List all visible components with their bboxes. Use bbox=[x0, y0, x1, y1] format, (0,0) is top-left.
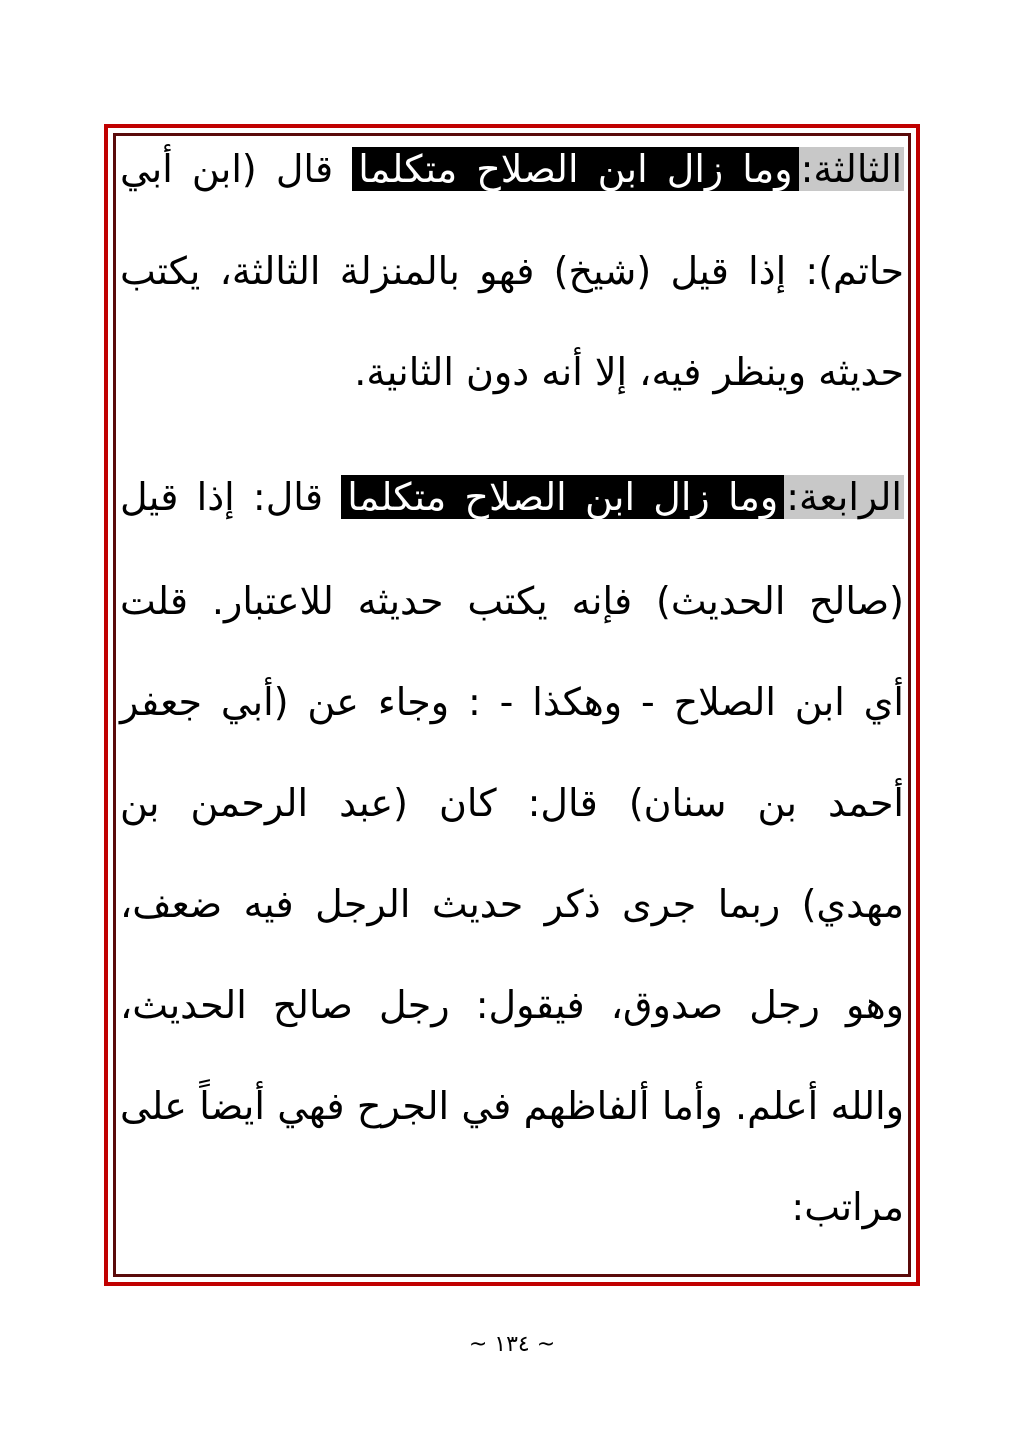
paragraph2-line5: مهدي) ربما جرى ذكر حديث الرجل فيه ضعف، bbox=[120, 882, 904, 926]
paragraph2-line1 bbox=[120, 462, 904, 532]
paragraph2-line3: أي ابن الصلاح - وهكذا - : وجاء عن (أبي جعفر bbox=[120, 680, 904, 724]
paragraph2-line4: أحمد بن سنان) قال: كان (عبد الرحمن بن bbox=[120, 781, 904, 825]
paragraph2-label: الرابعة: bbox=[786, 475, 902, 519]
paragraph1-line1 bbox=[120, 134, 904, 204]
paragraph2-line1-rest: قال: إذا قيل bbox=[120, 475, 324, 519]
paragraph2-line8: مراتب: bbox=[791, 1185, 904, 1229]
paragraph2-line2: (صالح الحديث) فإنه يكتب حديثه للاعتبار. قلت bbox=[120, 579, 904, 623]
paragraph2-line6: وهو رجل صدوق، فيقول: رجل صالح الحديث، bbox=[120, 983, 904, 1027]
paragraph1-line3: حديثه وينظر فيه، إلا أنه دون الثانية. bbox=[354, 350, 904, 394]
paragraph1-label: الثالثة: bbox=[800, 147, 902, 191]
paragraph1-line1-rest: قال (ابن أبي bbox=[120, 147, 334, 191]
paragraph2-editor-note: وما زال ابن الصلاح متكلما bbox=[341, 475, 784, 519]
paragraph2-line7: والله أعلم. وأما ألفاظهم في الجرح فهي أيضاً على bbox=[120, 1084, 904, 1128]
paragraph1-editor-note: وما زال ابن الصلاح متكلما bbox=[352, 147, 798, 191]
page-number: ~ ١٣٤ ~ bbox=[468, 1332, 556, 1357]
paragraph1-line2: حاتم): إذا قيل (شيخ) فهو بالمنزلة الثالثة، يكتب bbox=[120, 249, 904, 293]
